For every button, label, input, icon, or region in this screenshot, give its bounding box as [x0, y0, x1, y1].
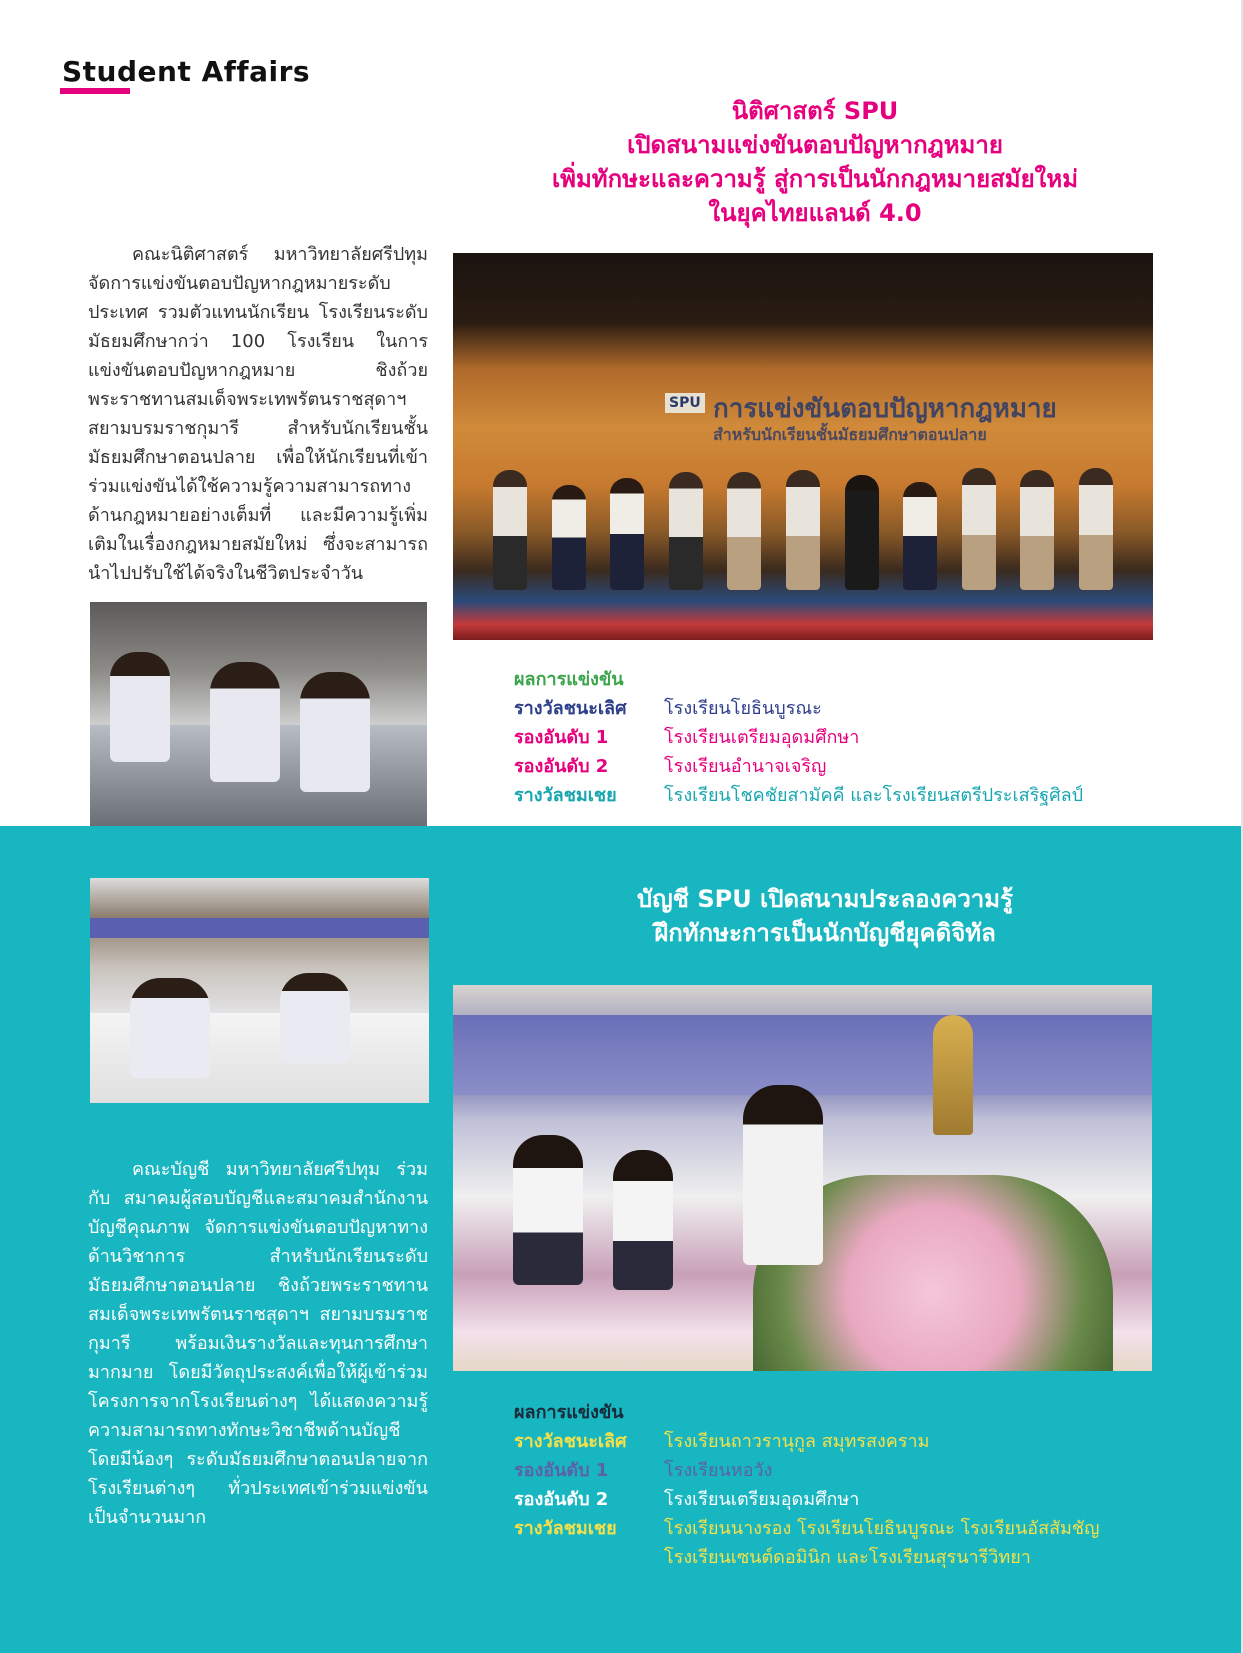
article2-body-paragraph: คณะบัญชี มหาวิทยาลัยศรีปทุม ร่วมกับ สมาคมผู้สอบบัญชีและสมาคมสำนักงานบัญชีคุณภาพ จัดการแข่งขันตอบปัญหาทางด้านวิชาการ สำหรับนักเรียนระดับมัธยมศึกษาตอนปลาย ชิงถ้วยพระราชทานสมเด็จพระเทพรัตนราชสุดาฯ สยามบรมราชกุมารี พร้อมเงินรางวัลและทุนการศึกษามากมาย โดยมีวัตถุประสงค์เพื่อให้ผู้เข้าร่วมโครงการจากโรงเรียนต่างๆ ได้แสดงความรู้ความสามารถทางทักษะวิชาชีพด้านบัญชี โดยมีน้องๆ ระดับมัธยมศึกษาตอนปลายจากโรงเรียนต่างๆ ทั่วประเทศเข้าร่วมแข่งขันเป็นจำนวนมาก — [88, 1159, 428, 1528]
results-label: รางวัลชนะเลิศ — [514, 698, 627, 719]
results-row — [514, 1485, 1099, 1514]
results-value: โรงเรียนเซนต์ดอมินิก และโรงเรียนสุรนารีวิทยา — [664, 1547, 1031, 1568]
stage-banner-subtext: สำหรับนักเรียนชั้นมัธยมศึกษาตอนปลาย — [713, 425, 987, 444]
results-row — [514, 752, 1083, 781]
results-value: โรงเรียนโชคชัยสามัคคี และโรงเรียนสตรีประเสริฐศิลป์ — [664, 785, 1084, 806]
results-row — [514, 694, 1083, 723]
results-row — [514, 1543, 1099, 1572]
results-value: โรงเรียนอำนาจเจริญ — [664, 756, 827, 777]
results-value: โรงเรียนเตรียมอุดมศึกษา — [664, 727, 860, 748]
article2-body — [88, 1155, 428, 1532]
stage-banner-text: การแข่งขันตอบปัญหากฎหมาย — [713, 394, 1057, 424]
article1-headline — [480, 94, 1150, 230]
article1-headline-line: นิติศาสตร์ SPU — [731, 97, 899, 125]
results-row — [514, 1427, 1099, 1456]
results-heading: ผลการแข่งขัน — [514, 1402, 624, 1423]
article1-body — [88, 240, 428, 588]
results-label — [514, 1543, 664, 1572]
section-title: Student Affairs — [62, 55, 311, 88]
results-label: รางวัลชมเชย — [514, 785, 617, 806]
article2-headline — [560, 882, 1090, 950]
results-label: รองอันดับ 2 — [514, 756, 609, 777]
results-row — [514, 781, 1083, 810]
results-row — [514, 1514, 1099, 1543]
results-row — [514, 1456, 1099, 1485]
article2-headline-line: บัญชี SPU เปิดสนามประลองความรู้ — [637, 885, 1013, 913]
article1-body-paragraph: คณะนิติศาสตร์ มหาวิทยาลัยศรีปทุม จัดการแข่งขันตอบปัญหากฎหมายระดับประเทศ รวมตัวแทนนักเรียน โรงเรียนระดับมัธยมศึกษากว่า 100 โรงเรียน ในการแข่งขันตอบปัญหากฎหมาย ชิงถ้วยพระราชทานสมเด็จพระเทพรัตนราชสุดาฯ สยามบรมราชกุมารี สำหรับนักเรียนชั้นมัธยมศึกษาตอนปลาย เพื่อให้นักเรียนที่เข้าร่วมแข่งขันได้ใช้ความรู้ความสามารถทางด้านกฎหมายอย่างเต็มที่ และมีความรู้เพิ่มเติมในเรื่องกฎหมายสมัยใหม่ ซึ่งจะสามารถนำไปปรับใช้ได้จริงในชีวิตประจำวัน — [88, 244, 428, 584]
results-heading: ผลการแข่งขัน — [514, 669, 624, 690]
article2-results — [514, 1398, 1099, 1572]
results-value: โรงเรียนถาวรานุกูล สมุทรสงคราม — [664, 1431, 930, 1452]
results-label: รางวัลชมเชย — [514, 1518, 617, 1539]
article1-headline-line: เพิ่มทักษะและความรู้ สู่การเป็นนักกฎหมายสมัยใหม่ — [551, 165, 1079, 193]
results-value: โรงเรียนนางรอง โรงเรียนโยธินบูรณะ โรงเรียนอัสสัมชัญ — [664, 1518, 1100, 1539]
section-title-underline — [60, 88, 130, 94]
results-value: โรงเรียนโยธินบูรณะ — [664, 698, 822, 719]
article2-headline-line: ฝึกทักษะการเป็นนักบัญชียุคดิจิทัล — [654, 919, 996, 947]
results-value: โรงเรียนหอวัง — [664, 1460, 773, 1481]
results-label: รางวัลชนะเลิศ — [514, 1431, 627, 1452]
award-stage-photo — [453, 253, 1153, 640]
stage-logo: SPU — [665, 393, 705, 413]
results-label: รองอันดับ 1 — [514, 1460, 609, 1481]
students-on-stage — [493, 460, 1113, 590]
article1-headline-line: ในยุคไทยแลนด์ 4.0 — [708, 199, 922, 227]
results-row — [514, 723, 1083, 752]
students-exam-photo — [90, 602, 427, 826]
article1-headline-line: เปิดสนามแข่งขันตอบปัญหากฎหมาย — [627, 131, 1003, 159]
results-label: รองอันดับ 2 — [514, 1489, 609, 1510]
article1-results — [514, 665, 1083, 810]
results-value: โรงเรียนเตรียมอุดมศึกษา — [664, 1489, 860, 1510]
results-label: รองอันดับ 1 — [514, 727, 609, 748]
trophy-ceremony-photo — [453, 985, 1152, 1371]
exam-hall-photo — [90, 878, 429, 1103]
